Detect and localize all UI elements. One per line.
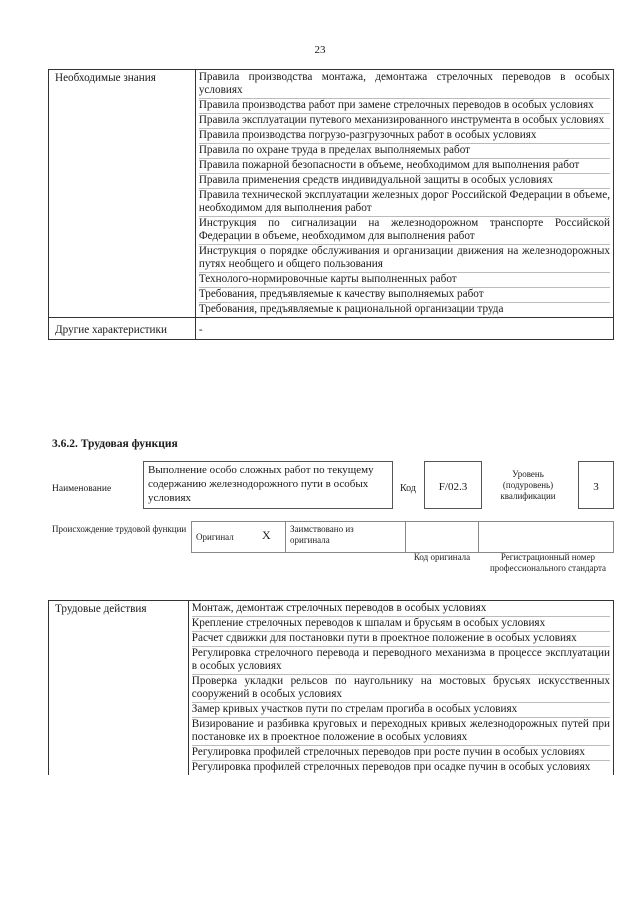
other-value: - (195, 318, 613, 340)
actions-items (188, 601, 613, 776)
borrowed-label: Заимствовано из оригинала (290, 524, 354, 545)
knowledge-item: Правила эксплуатации путевого механизированного инструмента в особых условиях (199, 114, 610, 129)
level-label: Уровень (подуровень) квалификации (500, 469, 556, 501)
action-item: Расчет сдвижки для постановки пути в проектное положение в особых условиях (192, 632, 610, 647)
knowledge-items (195, 70, 613, 318)
origin-box (191, 521, 614, 553)
action-item: Регулировка профилей стрелочных переводов при осадке пучин в особых условиях (191, 761, 591, 773)
actions-row (49, 601, 614, 776)
knowledge-item: Требования, предъявляемые к рациональной организации труда (198, 303, 504, 315)
level-value: 3 (593, 481, 599, 493)
knowledge-item: Правила пожарной безопасности в объеме, необходимом для выполнения работ (199, 159, 610, 174)
origin-label: Происхождение трудовой функции (52, 524, 187, 534)
knowledge-item: Требования, предъявляемые к качеству выполняемых работ (199, 288, 610, 303)
origin-divider (285, 521, 286, 553)
knowledge-row (49, 70, 614, 318)
action-item: Монтаж, демонтаж стрелочных переводов в особых условиях (192, 602, 610, 617)
action-item: Регулировка профилей стрелочных переводов при росте пучин в особых условиях (192, 746, 610, 761)
name-label: Наименование (52, 484, 112, 494)
knowledge-item: Правила технической эксплуатации железных дорог Российской Федерации в объеме, необходимом для выполнения работ (199, 189, 610, 217)
knowledge-item: Технолого-нормировочные карты выполненных работ (199, 273, 610, 288)
knowledge-item: Правила производства монтажа, демонтажа стрелочных переводов в особых условиях (199, 71, 610, 99)
origin-divider (405, 521, 406, 553)
knowledge-item: Правила применения средств индивидуальной защиты в особых условиях (199, 174, 610, 189)
original-mark: X (262, 528, 271, 542)
code-value: F/02.3 (438, 481, 468, 493)
reg-number-label: Регистрационный номер профессионального стандарта (489, 552, 607, 573)
knowledge-item: Инструкция по сигнализации на железнодорожном транспорте Российской Федерации в объеме, необходимом для выполнения работ (199, 217, 610, 245)
name-value: Выполнение особо сложных работ по текущему содержанию железнодорожного пути в особых условиях (148, 464, 374, 504)
knowledge-item: Правила по охране труда в пределах выполняемых работ (199, 144, 610, 159)
page-number: 23 (314, 44, 326, 56)
action-item: Проверка укладки рельсов по наугольнику на мостовых брусьях искусственных сооружений в особых условиях (192, 675, 610, 703)
action-item: Крепление стрелочных переводов к шпалам и брусьям в особых условиях (192, 617, 610, 632)
knowledge-item: Правила производства работ при замене стрелочных переводов в особых условиях (199, 99, 610, 114)
origin-divider (478, 521, 479, 553)
knowledge-item: Инструкция о порядке обслуживания и организации движения на железнодорожных путях необщего и общего пользования (199, 245, 610, 273)
actions-table (48, 600, 614, 775)
action-item: Визирование и разбивка круговых и переходных кривых железнодорожных путей при постановке их в проектное положение в особых условиях (192, 718, 610, 746)
knowledge-label: Необходимые знания (49, 70, 196, 318)
code-label: Код (400, 483, 416, 494)
action-item: Замер кривых участков пути по стрелам прогиба в особых условиях (192, 703, 610, 718)
origin-code-label: Код оригинала (413, 552, 471, 562)
original-label: Оригинал (196, 532, 234, 542)
knowledge-table (48, 69, 614, 340)
section-title: 3.6.2. Трудовая функция (52, 438, 178, 450)
knowledge-item: Правила производства погрузо-разгрузочных работ в особых условиях (199, 129, 610, 144)
actions-label: Трудовые действия (49, 601, 189, 776)
action-item: Регулировка стрелочного перевода и переводного механизма в процессе эксплуатации в особых условиях (192, 647, 610, 675)
other-label: Другие характеристики (49, 318, 196, 340)
other-row (49, 318, 614, 340)
